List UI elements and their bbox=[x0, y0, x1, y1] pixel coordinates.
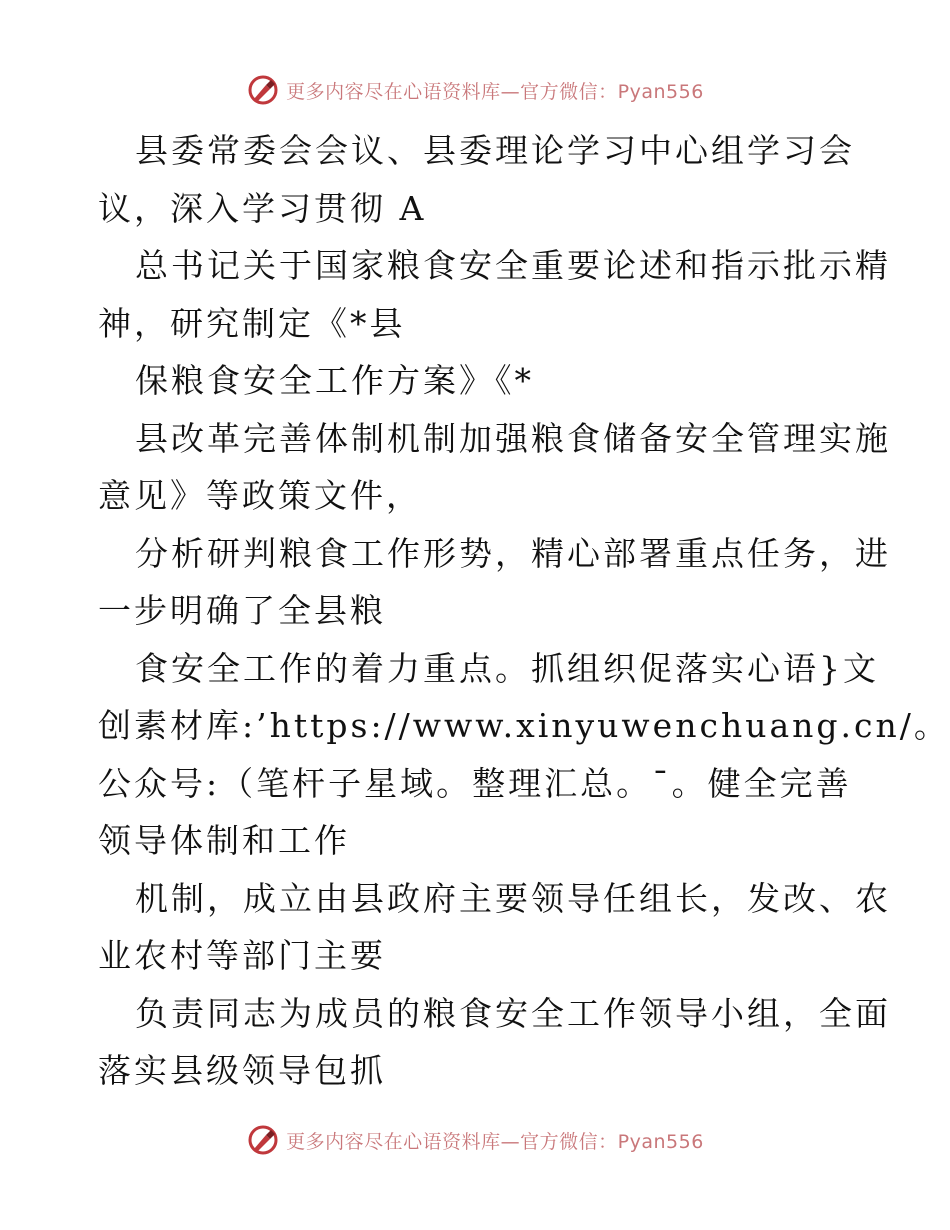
footer-watermark-banner bbox=[0, 1120, 950, 1160]
body-text-line: 神，研究制定《*县 bbox=[98, 303, 406, 343]
body-text-line: 保粮食安全工作方案》《* bbox=[135, 361, 534, 400]
header-banner-text: 更多内容尽在心语资料库—官方微信：Pyan556 bbox=[286, 80, 704, 103]
header-watermark-banner bbox=[0, 70, 950, 110]
pen-nib-logo-icon bbox=[246, 1123, 280, 1157]
body-text-line: 业农村等部门主要 bbox=[98, 936, 386, 975]
body-text-line: 议，深入学习贯彻 A bbox=[98, 188, 427, 228]
body-text-line: 总书记关于国家粮食安全重要论述和指示批示精 bbox=[135, 246, 891, 285]
body-text-line: 领导体制和工作 bbox=[98, 821, 350, 860]
footer-banner-text: 更多内容尽在心语资料库—官方微信：Pyan556 bbox=[286, 1130, 704, 1153]
body-text-line: 分析研判粮食工作形势，精心部署重点任务，进 bbox=[135, 533, 891, 573]
body-text-line: 机制，成立由县政府主要领导任组长，发改、农 bbox=[135, 878, 891, 918]
body-text-line: 意见》等政策文件， bbox=[98, 476, 422, 515]
document-body bbox=[98, 122, 950, 1100]
body-text-line: 负责同志为成员的粮食安全工作领导小组，全面 bbox=[135, 993, 891, 1033]
pen-nib-logo-icon bbox=[246, 73, 280, 107]
body-text-line: 县改革完善体制机制加强粮食储备安全管理实施 bbox=[135, 418, 891, 458]
body-text-line: 落实县级领导包抓 bbox=[98, 1051, 386, 1090]
body-text-line: 食安全工作的着力重点。抓组织促落实心语}文 bbox=[135, 648, 879, 688]
body-text-line: 创素材库:’https://www.xinyuwenchuang.cn/。 bbox=[98, 706, 950, 745]
body-text-line: 一步明确了全县粮 bbox=[98, 591, 386, 630]
body-text-line: 县委常委会会议、县委理论学习中心组学习会 bbox=[135, 131, 855, 170]
body-text-line: 公众号:（笔杆子星域。整理汇总。¯。健全完善 bbox=[98, 763, 852, 803]
